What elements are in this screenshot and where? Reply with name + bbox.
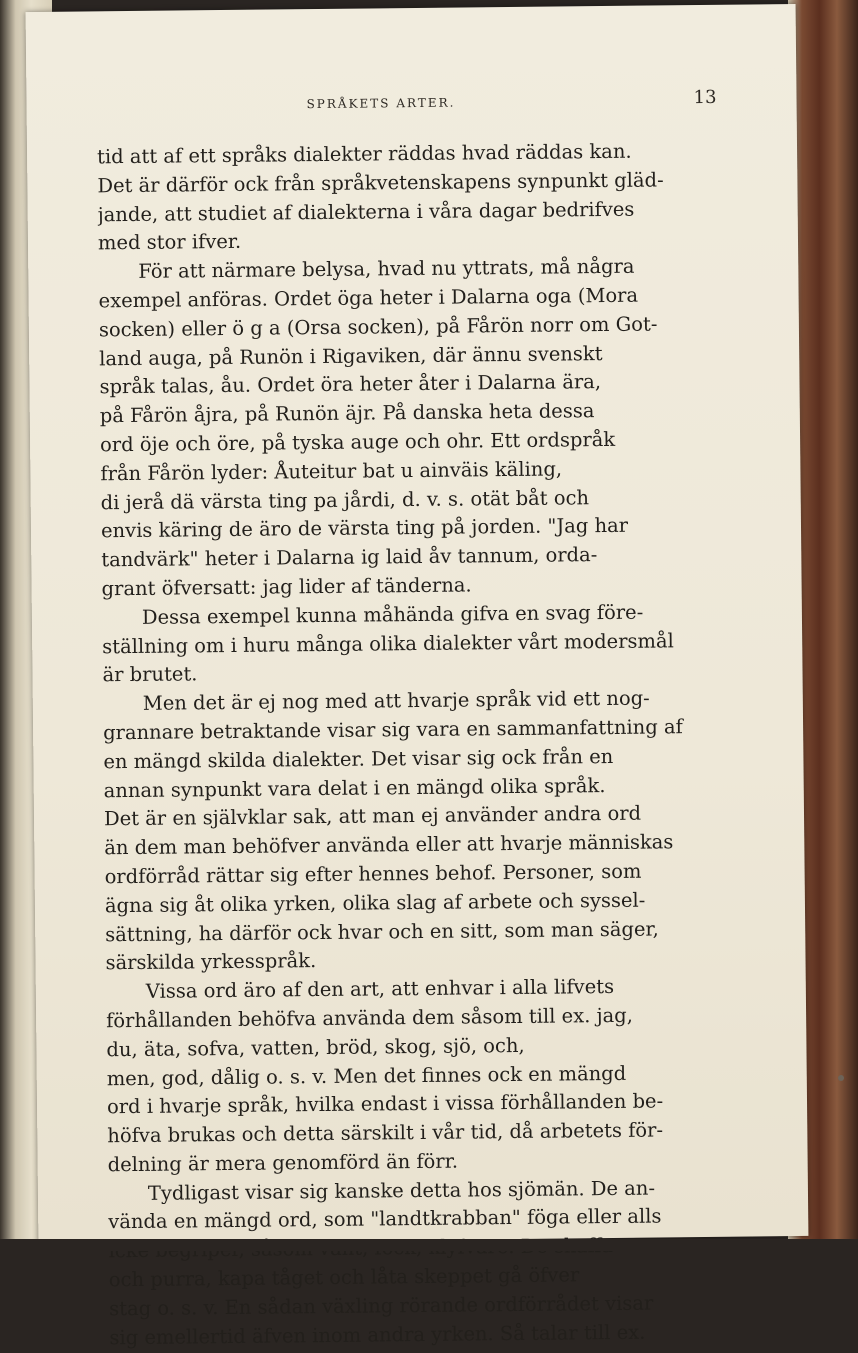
text-line: ord öje och öre, på tyska auge och ohr. Ett ordspråk (99, 427, 616, 457)
page-number: 13 (693, 86, 717, 109)
text-line: Det är därför ock från språkvetenskapens synpunkt gläd- (97, 168, 664, 198)
text-line: du, äta, sofva, vatten, bröd, skog, sjö, och, (106, 1033, 525, 1061)
text-line: di jerå dä värsta ting pa jårdi, d. v. s. otät båt och (100, 485, 590, 514)
text-line: stag o. s. v. En sådan växling rörande ordförrådet visar (109, 1291, 654, 1321)
text-line: Dessa exempel kunna måhända gifva en svag före- (141, 600, 644, 629)
text-line: Tydligast visar sig kanske detta hos sjömän. De an- (147, 1176, 656, 1205)
text-line: sig emellertid äfven inom andra yrken. Så talar till ex. (109, 1320, 646, 1349)
text-line: ställning om i huru många olika dialekter vårt modersmål (102, 628, 674, 658)
text-line: envis käring de äro de värsta ting på jorden. "Jag har (100, 514, 629, 543)
page-header (96, 87, 716, 123)
text-line: Men det är ej nog med att hvarje språk vid ett nog- (142, 686, 650, 716)
text-line: med stor ifver. (97, 230, 242, 255)
text-line: jande, att studiet af dialekterna i våra dagar bedrifves (97, 197, 635, 226)
text-line: delning är mera genomförd än förr. (107, 1149, 459, 1177)
text-line: tandvärk" heter i Dalarna ig laid åv tannum, orda- (101, 543, 598, 572)
text-line: höfva brukas och detta särskilt i vår tid, då arbetets för- (107, 1118, 664, 1148)
text-line: språk talas, åu. Ordet öra heter åter i Dalarna ära, (99, 370, 602, 399)
text-line: grannare betraktande visar sig vara en sammanfattning af (103, 715, 683, 745)
text-line: på Fårön åjra, på Runön äjr. På danska heta dessa (99, 399, 595, 428)
text-line: än dem man behöfver använda eller att hvarje människas (104, 830, 674, 860)
text-line: land auga, på Runön i Rigaviken, där ännu svenskt (99, 341, 603, 370)
text-line: en mängd skilda dialekter. Det visar sig ock från en (103, 744, 614, 774)
text-line: sättning, ha därför ock hvar och en sitt, som man säger, (105, 917, 659, 946)
text-line: och purra, kapa tåget och låta skeppet gå öfver (108, 1263, 580, 1292)
book-page (26, 4, 809, 1349)
text-line: tid att af ett språks dialekter räddas hvad räddas kan. (96, 139, 632, 169)
text-line: socken) eller ö g a (Orsa socken), på Fårön norr om Got- (98, 312, 658, 342)
page-stain (838, 1075, 844, 1081)
text-line: förhållanden behöfva använda dem såsom till ex. jag, (106, 1003, 634, 1033)
text-line: ordförråd rättar sig efter hennes behof. Personer, som (104, 859, 642, 889)
text-line: ord i hvarje språk, hvilka endast i vissa förhållanden be- (106, 1089, 664, 1119)
body-text (97, 137, 730, 1353)
text-line: vända en mängd ord, som "landtkrabban" föga eller alls (108, 1204, 662, 1234)
running-head: SPRÅKETS ARTER. (306, 95, 456, 112)
text-line: från Fårön lyder: Åuteitur bat u ainväis käling, (100, 457, 563, 486)
text-line: grant öfversatt: jag lider af tänderna. (101, 573, 472, 601)
text-line: annan synpunkt vara delat i en mängd olika språk. (103, 773, 606, 802)
text-line: exempel anföras. Ordet öga heter i Dalarna oga (Mora (98, 283, 639, 313)
text-line: Vissa ord äro af den art, att enhvar i alla lifvets (145, 975, 615, 1003)
text-line: För att närmare belysa, hvad nu yttrats, må några (138, 254, 635, 284)
text-line: ägna sig åt olika yrken, olika slag af arbete och syssel- (104, 888, 646, 918)
text-line: Det är en självklar sak, att man ej använder andra ord (103, 801, 642, 831)
text-line: särskilda yrkesspråk. (105, 949, 317, 975)
text-line: är brutet. (102, 662, 198, 687)
bottom-shadow (0, 1239, 858, 1251)
text-line: men, god, dålig o. s. v. Men det finnes ock en mängd (106, 1061, 627, 1090)
